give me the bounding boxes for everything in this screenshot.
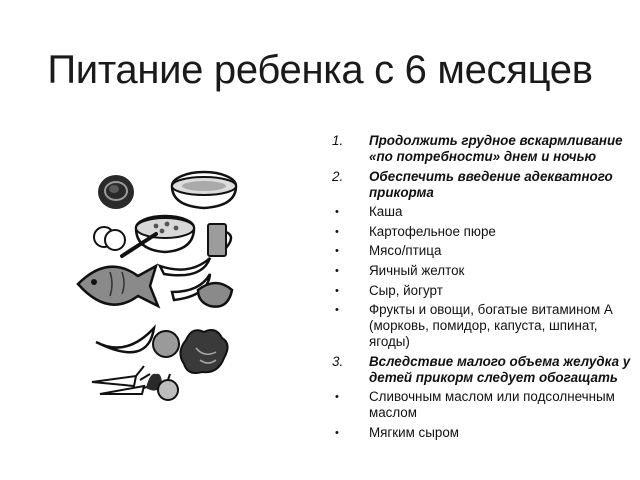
bullet-marker: • — [335, 264, 339, 277]
list-marker: 2. — [332, 168, 344, 184]
list-item-text: Каша — [369, 204, 403, 220]
cabbage-icon — [180, 330, 227, 373]
bullet-marker: • — [335, 284, 339, 297]
bullet-marker: • — [335, 225, 339, 238]
list-item — [332, 425, 632, 441]
list-item-text: Мягким сыром — [369, 424, 459, 440]
carrot-icon — [92, 366, 154, 394]
list-marker: 3. — [332, 353, 344, 369]
dark-bowl-icon — [98, 175, 134, 209]
list-item — [332, 169, 632, 201]
bullet-marker: • — [335, 206, 339, 219]
bullet-marker: • — [335, 391, 339, 404]
list-item-text: Вследствие малого объема желудка у детей прикорм следует обогащать — [369, 353, 631, 385]
list-item — [332, 224, 632, 240]
slide-title: Питание ребенка с 6 месяцев — [47, 48, 593, 92]
list-item — [332, 283, 632, 299]
cheese-icon — [198, 283, 232, 307]
list-item-text: Сливочным маслом или подсолнечным маслом — [369, 389, 615, 421]
list-marker: 1. — [332, 133, 344, 148]
list-item-text: Яичный желток — [369, 262, 465, 278]
bullet-marker: • — [335, 245, 339, 258]
food-illustration — [70, 168, 250, 408]
list-item — [332, 204, 632, 220]
feeding-recommendations-list — [332, 133, 632, 445]
list-item-text: Сыр, йогурт — [369, 282, 443, 298]
list-item-text: Мясо/птица — [369, 243, 442, 259]
eggs-icon — [94, 227, 125, 250]
tomato-icon — [153, 331, 179, 357]
porridge-bowl-icon — [122, 216, 194, 256]
list-item — [332, 302, 632, 350]
list-item-text: Продолжить грудное вскармливание «по потребности» днем и ночью — [369, 133, 623, 164]
bullet-marker: • — [335, 426, 339, 439]
list-item-text: Картофельное пюре — [369, 223, 496, 239]
melon-slice-icon — [96, 328, 154, 352]
list-item — [332, 133, 632, 165]
fish-icon — [78, 266, 158, 306]
list-item — [332, 389, 632, 421]
list-item — [332, 243, 632, 259]
bullet-marker: • — [335, 304, 339, 317]
list-item-text: Обеспечить введение адекватного прикорма — [369, 168, 613, 200]
list-item — [332, 263, 632, 279]
bowl-icon — [172, 172, 236, 208]
cup-icon — [208, 224, 231, 256]
list-item-text: Фрукты и овощи, богатые витамином А (морковь, помидор, капуста, шпинат, ягоды) — [369, 302, 613, 350]
list-item — [332, 354, 632, 386]
